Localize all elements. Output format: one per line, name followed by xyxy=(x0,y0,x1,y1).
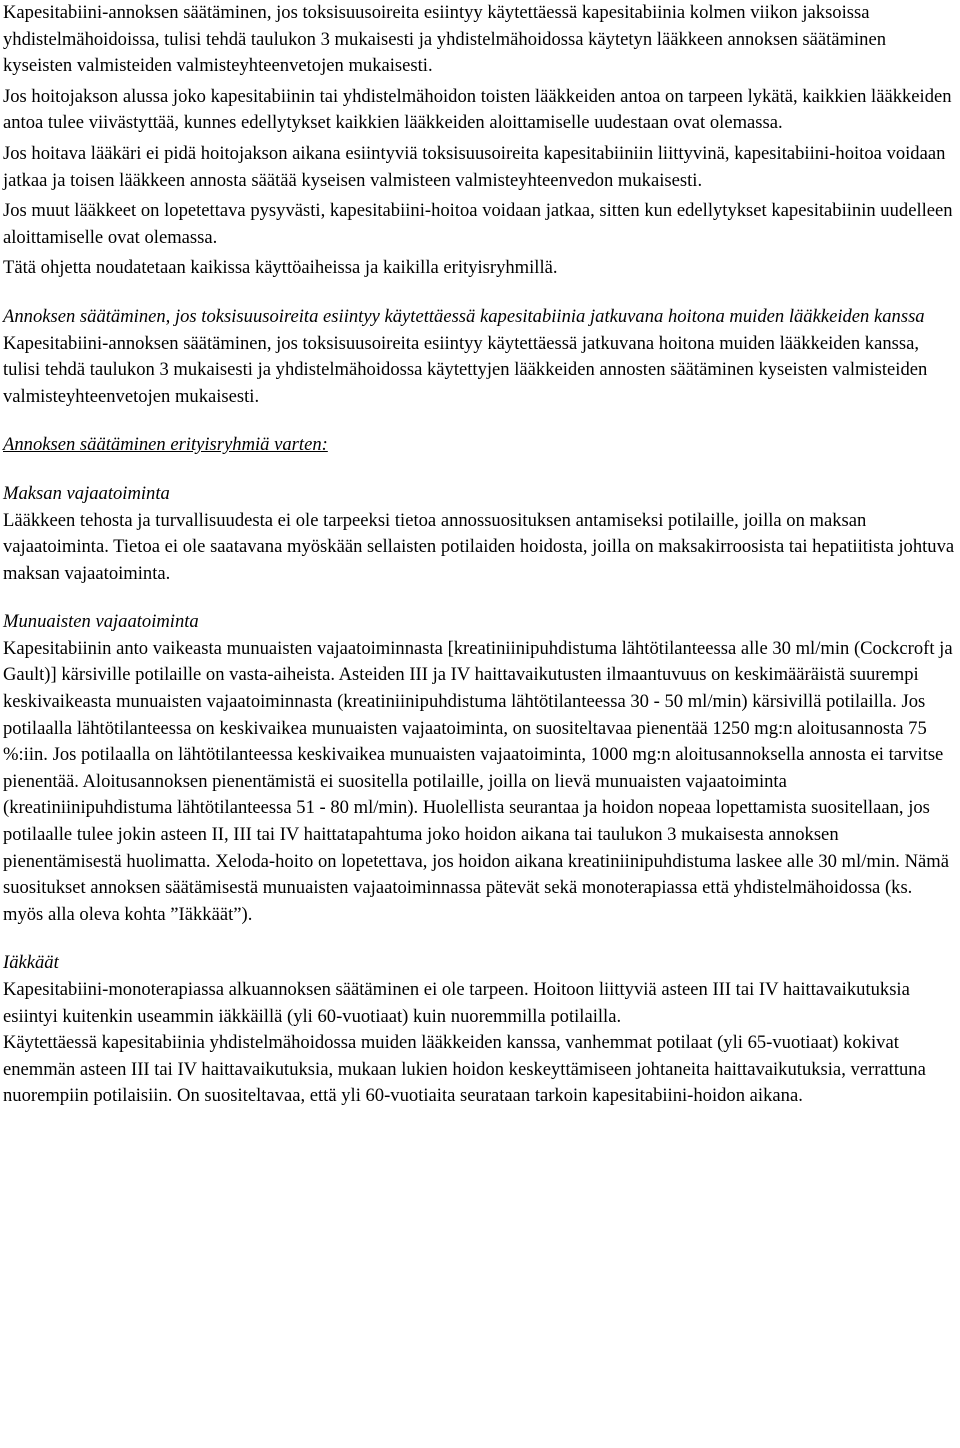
paragraph-physician-assessment: Jos hoitava lääkäri ei pidä hoitojakson aikana esiintyviä toksisuusoireita kapesitabiiniin liittyvinä, kapesitabiini-hoitoa voidaan jatkaa ja toisen lääkkeen annosta säätää kyseisen valmisteen valmisteyhteenvedon mukaisesti. xyxy=(3,142,946,191)
paragraph-hepatic-impairment: Lääkkeen tehosta ja turvallisuudesta ei ole tarpeeksi tietoa annossuosituksen antamiseksi potilaille, joilla on maksan vajaatoiminta. Tietoa ei ole saatavana myöskään sellaisten potilaiden hoidosta, joilla on maksakirroosista tai hepatiitista johtuva maksan vajaatoiminta. xyxy=(3,509,955,584)
paragraph-other-drugs-stopped: Jos muut lääkkeet on lopetettava pysyvästi, kapesitabiini-hoitoa voidaan jatkaa, sitten kun edellytykset kapesitabiinin uudelleen aloittamiselle ovat olemassa. xyxy=(3,200,953,248)
heading-continuous-therapy: Annoksen säätäminen, jos toksisuusoireita esiintyy käytettäessä kapesitabiinia jatkuvana hoitona muiden lääkkeiden kanssa xyxy=(3,305,925,327)
paragraph-elderly-monotherapy: Kapesitabiini-monoterapiassa alkuannoksen säätäminen ei ole tarpeen. Hoitoon liittyviä asteen III tai IV haittavaikutuksia esiintyi kuitenkin useammin iäkkäillä (yli 60-vuotiaat) kuin nuoremmilla potilailla. xyxy=(3,979,910,1027)
heading-elderly: Iäkkäät xyxy=(3,952,59,974)
heading-renal-impairment: Munuaisten vajaatoiminta xyxy=(3,611,199,633)
paragraph-combination-dose-adjustment: Kapesitabiini-annoksen säätäminen, jos toksisuusoireita esiintyy käytettäessä kapesitabiinia kolmen viikon jaksoissa yhdistelmähoidoissa, tulisi tehdä taulukon 3 mukaisesti ja yhdistelmähoidossa käytetyn lääkkeen annoksen säätäminen kyseisten valmisteiden valmisteyhteenvetojen mukaisesti. xyxy=(3,2,887,77)
paragraph-treatment-delay: Jos hoitojakson alussa joko kapesitabiinin tai yhdistelmähoidon toisten lääkkeiden antoa on tarpeen lykätä, kaikkien lääkkeiden antoa tulee viivästyttää, kunnes edellytykset kaikkien lääkkeiden aloittamiselle uudestaan ovat olemassa. xyxy=(3,85,952,134)
heading-hepatic-impairment: Maksan vajaatoiminta xyxy=(3,482,170,504)
paragraph-continuous-dose-adjustment: Kapesitabiini-annoksen säätäminen, jos toksisuusoireita esiintyy käytettäessä jatkuvana hoitona muiden lääkkeiden kanssa, tulisi tehdä taulukon 3 mukaisesti ja yhdistelmähoidossa käytettyjen lääkkeiden annosten säätäminen kyseisten valmisteiden valmisteyhteenvetojen mukaisesti. xyxy=(3,332,928,407)
paragraph-renal-impairment: Kapesitabiinin anto vaikeasta munuaisten vajaatoiminnasta [kreatiniinipuhdistuma lähtötilanteessa alle 30 ml/min (Cockcroft ja Gault)] kärsiville potilaille on vasta-aiheista. Asteiden III ja IV haittavaikutusten ilmaantuvuus on keskimääräistä suurempi keskivaikeasta munuaisten vajaatoiminnasta (kreatiniinipuhdistuma lähtötilanteessa 30 - 50 ml/min) kärsivillä potilailla. Jos potilaalla lähtötilanteessa on keskivaikea munuaisten vajaatoiminta, on suositeltavaa pienentää 1250 mg:n aloitusannosta 75 %:iin. Jos potilaalla on lähtötilanteessa keskivaikea munuaisten vajaatoiminta, 1000 mg:n aloitusannoksella annosta ei tarvitse pienentää. Aloitusannoksen pienentämistä ei suositella potilaille, joilla on lievä munuaisten vajaatoiminta (kreatiniinipuhdistuma lähtötilanteessa 51 - 80 ml/min). Huolellista seurantaa ja hoidon nopeaa lopettamista suositellaan, jos potilaalle tulee jokin asteen II, III tai IV haittatapahtuma joko hoidon aikana tai taulukon 3 mukaisesta annoksen pienentämisestä huolimatta. Xeloda-hoito on lopetettava, jos hoidon aikana kreatiniinipuhdistuma laskee alle 30 ml/min. Nämä suositukset annoksen säätämisestä munuaisten vajaatoiminnassa pätevät sekä monoterapiassa että yhdistelmähoidossa (ks. myös alla oleva kohta ”Iäkkäät”). xyxy=(3,637,953,925)
paragraph-all-indications: Tätä ohjetta noudatetaan kaikissa käyttöaiheissa ja kaikilla erityisryhmillä. xyxy=(3,257,558,279)
heading-special-populations: Annoksen säätäminen erityisryhmiä varten: xyxy=(3,434,328,456)
paragraph-elderly-combination: Käytettäessä kapesitabiinia yhdistelmähoidossa muiden lääkkeiden kanssa, vanhemmat potilaat (yli 65-vuotiaat) kokivat enemmän asteen III tai IV haittavaikutuksia, mukaan lukien hoidon keskeyttämiseen johtaneita haittavaikutuksia, verrattuna nuorempiin potilaisiin. On suositeltavaa, että yli 60-vuotiaita seurataan tarkoin kapesitabiini-hoidon aikana. xyxy=(3,1032,926,1107)
document-page xyxy=(3,0,955,1110)
